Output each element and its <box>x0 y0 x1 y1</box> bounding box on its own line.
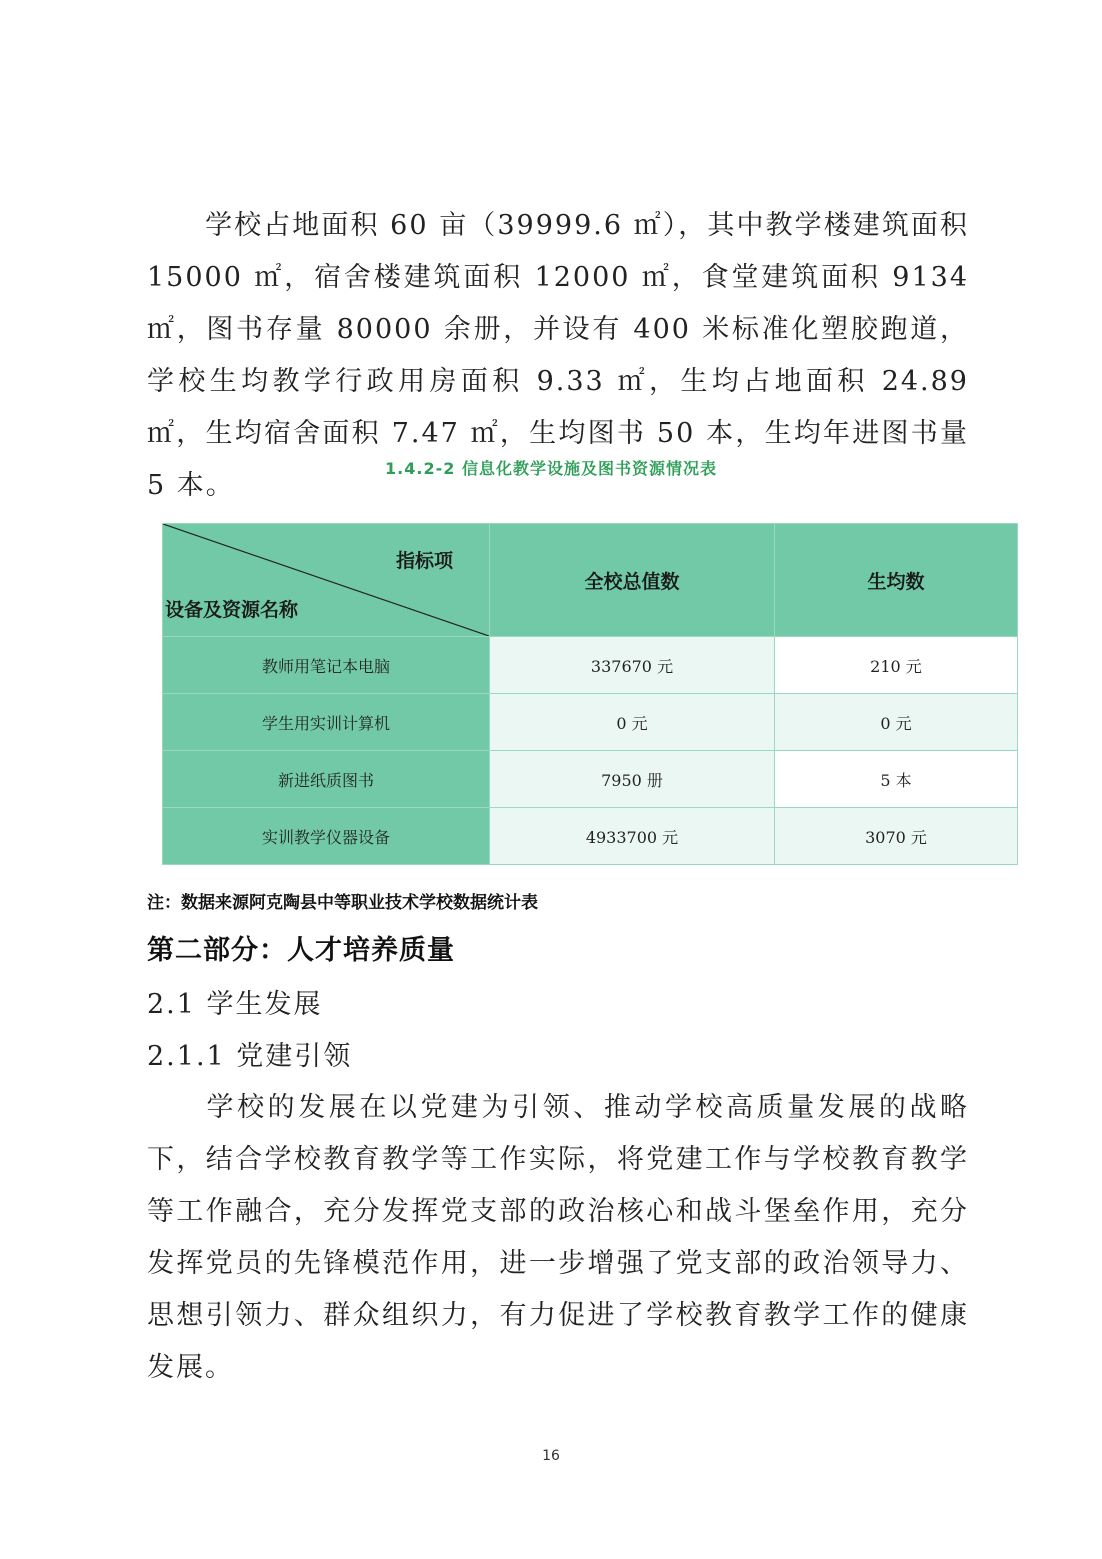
corner-bottom-label: 设备及资源名称 <box>165 599 299 621</box>
table-row <box>163 751 1018 808</box>
table-note: 注：数据来源阿克陶县中等职业技术学校数据统计表 <box>147 893 538 913</box>
table-caption: 1.4.2-2 信息化教学设施及图书资源情况表 <box>385 459 717 478</box>
table-row <box>163 694 1018 751</box>
row-name: 教师用笔记本电脑 <box>163 637 490 694</box>
row-name: 学生用实训计算机 <box>163 694 490 751</box>
party-building-paragraph-text: 学校的发展在以党建为引领、推动学校高质量发展的战略下，结合学校教育教学等工作实际，将党建工作与学校教育教学等工作融合，充分发挥党支部的政治核心和战斗堡垒作用，充分发挥党员的先锋模范作用，进一步增强了党支部的政治领导力、思想引领力、群众组织力，有力促进了学校教育教学工作的健康发展。 <box>147 1092 969 1383</box>
row-per: 210 元 <box>775 637 1018 694</box>
table-row <box>163 808 1018 865</box>
table-row <box>163 637 1018 694</box>
row-name: 实训教学仪器设备 <box>163 808 490 865</box>
party-building-paragraph <box>147 1082 969 1394</box>
subsection-heading: 2.1 学生发展 <box>147 989 323 1020</box>
subsubsection-heading: 2.1.1 党建引领 <box>147 1041 353 1072</box>
row-total: 0 元 <box>490 694 775 751</box>
intro-paragraph-text: 学校占地面积 60 亩（39999.6 ㎡），其中教学楼建筑面积 15000 ㎡，宿舍楼建筑面积 12000 ㎡，食堂建筑面积 9134 ㎡，图书存量 80000 余册，并设有 400 米标准化塑胶跑道，学校生均教学行政用房面积 9.33 ㎡，生均占地面积 24.89 ㎡，生均宿舍面积 7.47 ㎡，生均图书 50 本，生均年进图书量 5 本。 <box>147 210 969 501</box>
row-total: 7950 册 <box>490 751 775 808</box>
table-corner-header <box>163 524 490 637</box>
row-per: 5 本 <box>775 751 1018 808</box>
row-per: 0 元 <box>775 694 1018 751</box>
resources-table <box>162 523 1018 865</box>
header-per-student: 生均数 <box>775 524 1018 637</box>
page-number: 16 <box>542 1448 560 1464</box>
row-name: 新进纸质图书 <box>163 751 490 808</box>
corner-top-label: 指标项 <box>395 550 453 572</box>
section-title: 第二部分：人才培养质量 <box>147 935 455 966</box>
header-total: 全校总值数 <box>490 524 775 637</box>
table-header-row <box>163 524 1018 637</box>
row-total: 337670 元 <box>490 637 775 694</box>
row-per: 3070 元 <box>775 808 1018 865</box>
row-total: 4933700 元 <box>490 808 775 865</box>
